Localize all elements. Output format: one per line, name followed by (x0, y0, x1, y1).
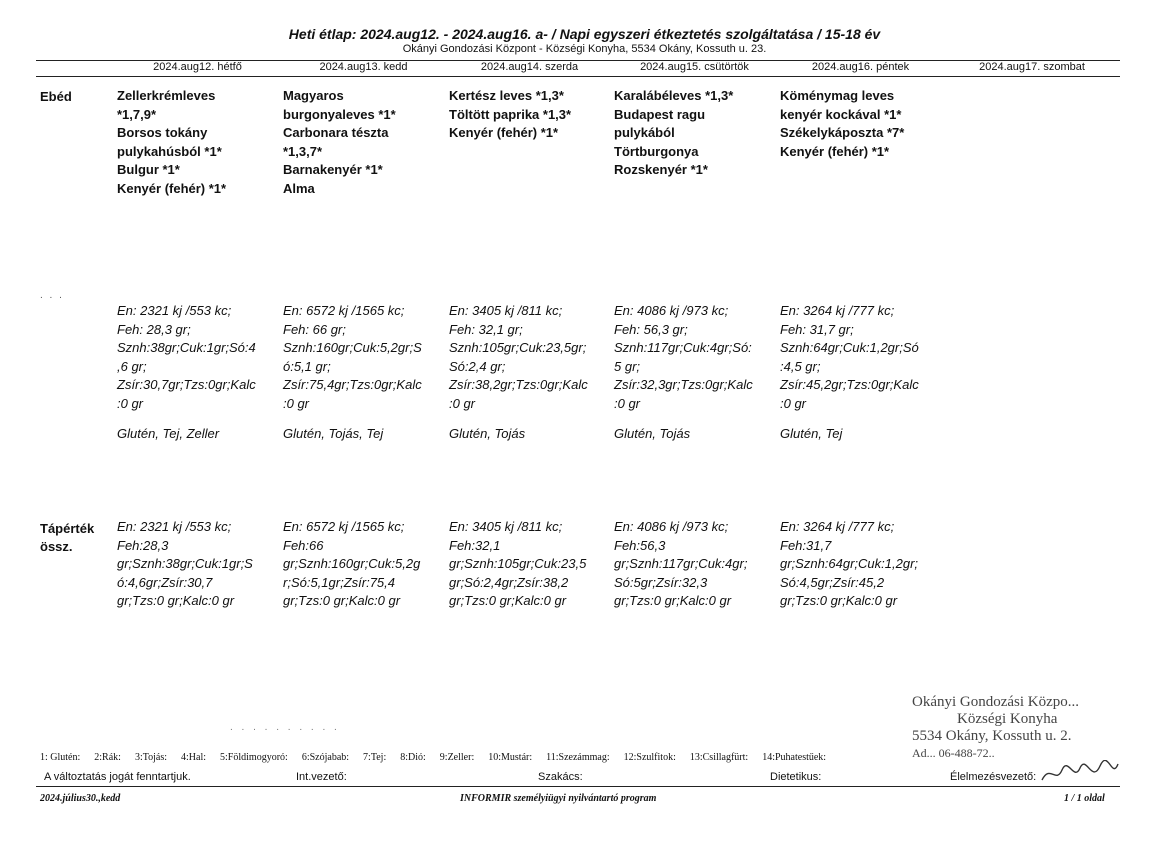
footer-date: 2024.július30.,kedd (40, 793, 121, 804)
menu-cell-line: Töltött paprika *1,3* (449, 106, 572, 122)
total-cell-line: Feh:56,3 (614, 537, 666, 553)
nutrition-cell-line: Sznh:64gr;Cuk:1,2gr;Só (780, 340, 919, 355)
menu-cell-line: Karalábéleves *1,3* (614, 88, 734, 103)
separator-dots: . . . (40, 290, 64, 301)
total-cell-line: En: 3264 kj /777 kc; (780, 519, 895, 534)
menu-cell-line: Törtburgonya (614, 143, 699, 159)
menu-cell (283, 87, 448, 198)
dietitian-signature-label: Dietetikus: (770, 771, 822, 783)
legend-item: 6:Szójabab: (301, 752, 350, 763)
menu-cell-line: Kenyér (fehér) *1* (449, 125, 559, 140)
nutrition-cell-line: En: 3405 kj /811 kc; (449, 303, 563, 318)
menu-cell-line: Kenyér (fehér) *1* (117, 180, 227, 196)
allergen-cell: Glutén, Tojás (449, 426, 526, 441)
nutrition-cell-line: Feh: 66 gr; (283, 321, 346, 337)
nutrition-cell-line: :4,5 gr; (780, 358, 821, 374)
nutrition-cell-line: Zsír:38,2gr;Tzs:0gr;Kalc (449, 377, 588, 392)
menu-cell (449, 87, 614, 143)
total-cell-line: gr;Tzs:0 gr;Kalc:0 gr (614, 593, 732, 608)
allergen-cell: Glutén, Tej (780, 426, 843, 441)
food-manager-signature-label: Élelmezésvezető: (950, 771, 1037, 783)
nutrition-cell-line: Zsír:32,3gr;Tzs:0gr;Kalc (614, 377, 753, 392)
cook-signature-label: Szakács: (538, 771, 583, 783)
menu-cell-line: Alma (283, 180, 315, 196)
rights-note: A változtatás jogát fenntartjuk. (44, 771, 191, 783)
separator-dots-bottom: . . . . . . . . . . (230, 722, 340, 733)
nutrition-cell (283, 302, 448, 413)
legend-item: 9:Zeller: (439, 752, 475, 763)
nutrition-cell-line: :0 gr (117, 395, 144, 411)
nutrition-cell-line: Só:2,4 gr; (449, 358, 506, 374)
total-cell-line: En: 3405 kj /811 kc; (449, 519, 563, 534)
menu-cell-line: Rozskenyér *1* (614, 162, 708, 177)
legend-item: 2:Rák: (94, 752, 121, 763)
total-cell-line: gr;Tzs:0 gr;Kalc:0 gr (117, 593, 235, 608)
row-label-lunch: Ebéd (40, 89, 72, 104)
nutrition-cell-line: Sznh:105gr;Cuk:23,5gr; (449, 340, 587, 355)
total-cell-line: gr;Tzs:0 gr;Kalc:0 gr (283, 593, 401, 608)
menu-cell-line: Zellerkrémleves (117, 88, 216, 103)
legend-item: 11:Szezámmag: (546, 752, 610, 763)
allergen-legend (40, 752, 840, 763)
total-cell-line: Feh:28,3 (117, 537, 169, 553)
day-header-sat: 2024.aug17. szombat (979, 61, 1085, 73)
day-header-wed: 2024.aug14. szerda (480, 61, 579, 73)
total-cell (449, 518, 614, 611)
nutrition-cell-line: En: 4086 kj /973 kc; (614, 303, 729, 318)
menu-cell-line: Carbonara tészta (283, 125, 389, 140)
total-cell (117, 518, 282, 611)
row-label-total: Tápérték össz. (40, 521, 95, 554)
header-bottom-rule (36, 76, 1120, 77)
legend-item: 8:Dió: (400, 752, 426, 763)
menu-cell-line: Bulgur *1* (117, 162, 180, 177)
menu-cell-line: Kertész leves *1,3* (449, 88, 564, 103)
total-cell-line: gr;Sznh:117gr;Cuk:4gr; (614, 556, 748, 571)
total-cell (780, 518, 945, 611)
total-cell-line: gr;Só:2,4gr;Zsír:38,2 (449, 574, 569, 590)
menu-cell-line: *1,3,7* (283, 143, 323, 159)
nutrition-cell-line: :0 gr (283, 395, 310, 411)
handwritten-signature (1040, 760, 1120, 786)
nutrition-cell-line: Feh: 56,3 gr; (614, 321, 688, 337)
nutrition-cell (449, 302, 614, 413)
total-cell-line: En: 6572 kj /1565 kc; (283, 519, 405, 534)
menu-cell-line: Székelykáposzta *7* (780, 125, 905, 140)
legend-item: 12:Szulfitok: (623, 752, 676, 763)
nutrition-cell-line: Feh: 32,1 gr; (449, 321, 523, 337)
total-cell (614, 518, 779, 611)
legend-item: 1: Glutén: (40, 752, 81, 763)
menu-cell-line: Borsos tokány (117, 125, 208, 140)
total-cell-line: ó:4,6gr;Zsír:30,7 (117, 574, 213, 590)
allergen-cell: Glutén, Tej, Zeller (117, 426, 220, 441)
nutrition-cell-line: :0 gr (780, 395, 807, 411)
menu-cell (780, 87, 945, 161)
day-header-fri: 2024.aug16. péntek (811, 61, 910, 73)
nutrition-cell-line: En: 3264 kj /777 kc; (780, 303, 895, 318)
nutrition-cell (614, 302, 779, 413)
nutrition-cell (780, 302, 945, 413)
menu-cell (614, 87, 779, 180)
menu-cell-line: pulykából (614, 125, 675, 140)
nutrition-cell-line: Zsír:75,4gr;Tzs:0gr;Kalc (283, 377, 422, 392)
nutrition-cell-line: :0 gr (614, 395, 641, 411)
total-cell-line: Feh:66 (283, 537, 324, 553)
nutrition-cell-line: :0 gr (449, 395, 476, 411)
total-cell-line: En: 2321 kj /553 kc; (117, 519, 232, 534)
nutrition-cell-line: 5 gr; (614, 358, 641, 374)
total-cell-line: gr;Sznh:64gr;Cuk:1,2gr; (780, 556, 919, 571)
nutrition-cell-line: Zsír:30,7gr;Tzs:0gr;Kalc (117, 377, 256, 392)
total-cell-line: gr;Tzs:0 gr;Kalc:0 gr (449, 593, 567, 608)
menu-cell-line: Kenyér (fehér) *1* (780, 143, 890, 159)
total-cell-line: Feh:31,7 (780, 537, 832, 553)
page-subtitle: Okányi Gondozási Központ - Községi Konyha, 5534 Okány, Kossuth u. 23. (402, 43, 767, 55)
nutrition-cell-line: ,6 gr; (117, 358, 147, 374)
legend-item: 3:Tojás: (134, 752, 168, 763)
menu-cell-line: Magyaros (283, 88, 344, 103)
nutrition-cell-line: Feh: 31,7 gr; (780, 321, 854, 337)
legend-item: 4:Hal: (181, 752, 207, 763)
legend-item: 7:Tej: (363, 752, 387, 763)
total-cell (283, 518, 448, 611)
day-header-tue: 2024.aug13. kedd (319, 61, 408, 73)
menu-cell-line: kenyér kockával *1* (780, 106, 902, 122)
manager-signature-label: Int.vezető: (296, 771, 347, 783)
nutrition-cell-line: ó:5,1 gr; (283, 358, 331, 374)
menu-cell-line: *1,7,9* (117, 106, 157, 122)
legend-item: 5:Földimogyoró: (220, 752, 288, 763)
day-header-thu: 2024.aug15. csütörtök (640, 61, 749, 73)
total-cell-line: gr;Sznh:105gr;Cuk:23,5 (449, 556, 587, 571)
nutrition-cell-line: Sznh:160gr;Cuk:5,2gr;S (283, 340, 422, 355)
total-cell-line: Só:5gr;Zsír:32,3 (614, 574, 708, 590)
legend-item: 13:Csillagfürt: (689, 752, 749, 763)
kitchen-stamp: Okányi Gondozási Közpo... Községi Konyha 5534 Okány, Kossuth u. 2. Ad... 06-488-72.. (912, 694, 1080, 760)
total-cell-line: En: 4086 kj /973 kc; (614, 519, 729, 534)
nutrition-cell-line: Sznh:117gr;Cuk:4gr;Só: (614, 340, 752, 355)
total-cell-line: Feh:32,1 (449, 537, 501, 553)
menu-cell-line: Barnakenyér *1* (283, 162, 383, 177)
page-title: Heti étlap: 2024.aug12. - 2024.aug16. a- / Napi egyszeri étkeztetés szolgáltatása / 15-18 év (288, 26, 881, 42)
legend-item: 10:Mustár: (488, 752, 533, 763)
footer-program: INFORMIR személyiügyi nyilvántartó program (460, 793, 657, 804)
legend-item: 14:Puhatestűek: (762, 752, 827, 763)
total-cell-line: Só:4,5gr;Zsír:45,2 (780, 574, 885, 590)
allergen-cell: Glutén, Tojás (614, 426, 691, 441)
menu-cell-line: pulykahúsból *1* (117, 143, 222, 159)
menu-cell-line: Köménymag leves (780, 88, 895, 103)
total-cell-line: gr;Tzs:0 gr;Kalc:0 gr (780, 593, 898, 608)
nutrition-cell-line: En: 6572 kj /1565 kc; (283, 303, 405, 318)
allergen-cell: Glutén, Tojás, Tej (283, 426, 384, 441)
day-header-mon: 2024.aug12. hétfő (153, 61, 242, 73)
nutrition-cell-line: Sznh:38gr;Cuk:1gr;Só:4 (117, 340, 256, 355)
signature-rule (36, 786, 1120, 787)
total-cell-line: gr;Sznh:160gr;Cuk:5,2g (283, 556, 421, 571)
total-cell-line: r;Só:5,1gr;Zsír:75,4 (283, 574, 395, 590)
nutrition-cell-line: Feh: 28,3 gr; (117, 321, 191, 337)
footer-page: 1 / 1 oldal (1064, 793, 1105, 804)
nutrition-cell (117, 302, 282, 413)
menu-cell-line: Budapest ragu (614, 106, 706, 122)
total-cell-line: gr;Sznh:38gr;Cuk:1gr;S (117, 556, 253, 571)
menu-cell-line: burgonyaleves *1* (283, 106, 396, 122)
menu-cell (117, 87, 282, 198)
nutrition-cell-line: En: 2321 kj /553 kc; (117, 303, 232, 318)
nutrition-cell-line: Zsír:45,2gr;Tzs:0gr;Kalc (780, 377, 919, 392)
